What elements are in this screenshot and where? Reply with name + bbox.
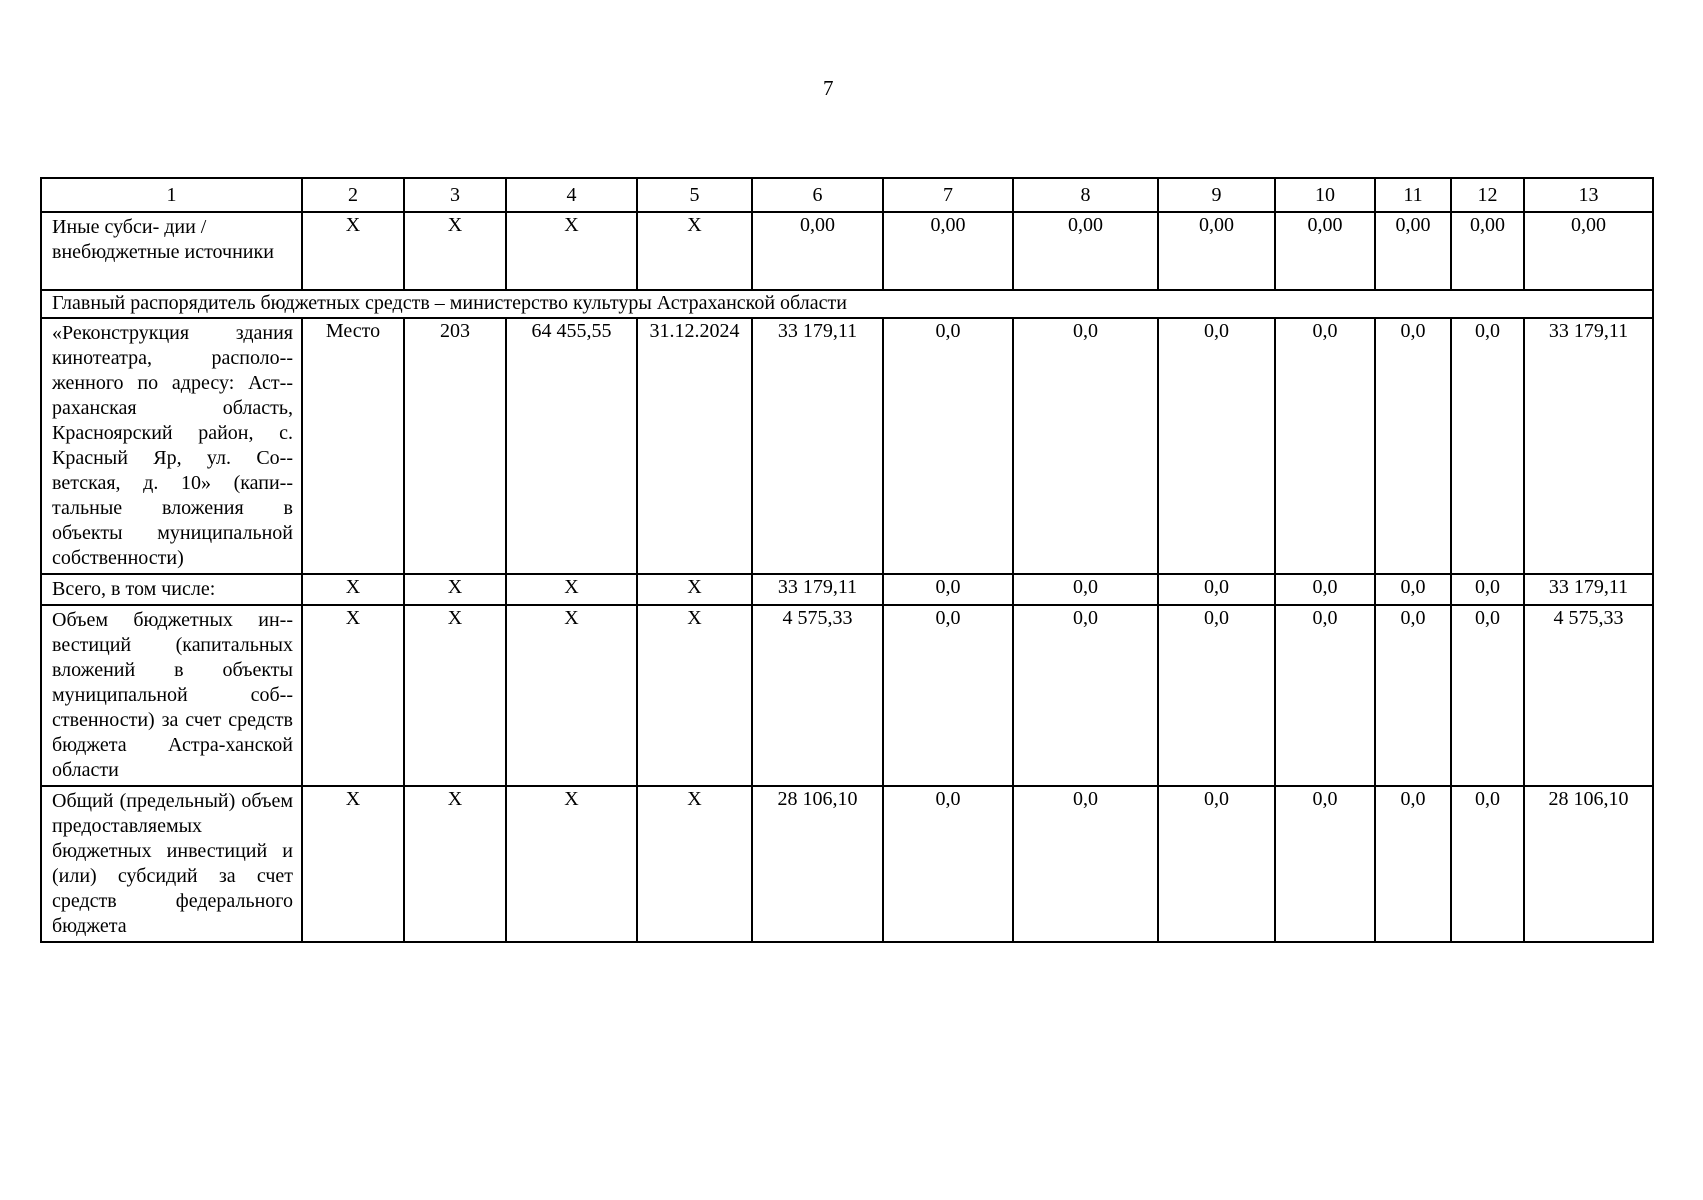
table-cell: 33 179,11 — [752, 574, 883, 605]
table-cell: Х — [302, 574, 404, 605]
budget-table — [40, 177, 1654, 943]
regional-budget-row — [41, 605, 1653, 786]
table-cell: 0,0 — [1013, 574, 1158, 605]
table-cell: 33 179,11 — [1524, 318, 1653, 574]
table-cell: 0,0 — [1375, 605, 1451, 786]
table-cell: 0,00 — [1375, 212, 1451, 290]
regional-label: Объем бюджетных ин-вестиций (капитальных вложений в объекты муниципальной соб-ственности) за счет средств бюджета Астра-ханской области — [41, 605, 302, 786]
col-number: 13 — [1524, 178, 1653, 212]
federal-label: Общий (предельный) объем предоставляемых бюджетных инвестиций и (или) субсидий за счет средств федерального бюджета — [41, 786, 302, 942]
table-cell: 0,0 — [1158, 574, 1275, 605]
col-number: 10 — [1275, 178, 1375, 212]
table-cell: 0,0 — [1158, 786, 1275, 942]
table-cell: Х — [506, 605, 637, 786]
table-cell: 0,0 — [1375, 574, 1451, 605]
table-cell: Х — [506, 212, 637, 290]
table-cell: 0,0 — [1275, 786, 1375, 942]
col-number: 3 — [404, 178, 506, 212]
table-cell: 33 179,11 — [1524, 574, 1653, 605]
table-cell: 0,0 — [1013, 318, 1158, 574]
table-cell: 0,0 — [1158, 318, 1275, 574]
column-number-row — [41, 178, 1653, 212]
table-cell: 0,0 — [1275, 605, 1375, 786]
table-cell: 0,0 — [1451, 605, 1524, 786]
table-cell: 0,0 — [1158, 605, 1275, 786]
col-number: 7 — [883, 178, 1013, 212]
table-cell: Х — [302, 786, 404, 942]
col-number: 6 — [752, 178, 883, 212]
col-number: 2 — [302, 178, 404, 212]
table-cell: Х — [302, 212, 404, 290]
col-number: 12 — [1451, 178, 1524, 212]
table-cell: 0,00 — [1451, 212, 1524, 290]
table-cell: 28 106,10 — [752, 786, 883, 942]
table-cell: 0,00 — [883, 212, 1013, 290]
page-number: 7 — [823, 76, 834, 100]
total-row — [41, 574, 1653, 605]
table-cell: 64 455,55 — [506, 318, 637, 574]
section-title: Главный распорядитель бюджетных средств – министерство культуры Астраханской области — [41, 290, 1653, 318]
table-cell: 0,0 — [883, 318, 1013, 574]
table-cell: Х — [302, 605, 404, 786]
table-cell: 0,0 — [883, 786, 1013, 942]
table-cell: 0,00 — [1158, 212, 1275, 290]
table-cell: 0,0 — [1375, 318, 1451, 574]
table-cell: Х — [637, 605, 752, 786]
federal-budget-row — [41, 786, 1653, 942]
table-cell: 0,0 — [1275, 574, 1375, 605]
section-title-row — [41, 290, 1653, 318]
table-cell: 0,0 — [1375, 786, 1451, 942]
table-cell: 203 — [404, 318, 506, 574]
table-cell: 0,0 — [1451, 786, 1524, 942]
table-cell: 0,0 — [1013, 605, 1158, 786]
col-number: 8 — [1013, 178, 1158, 212]
table-cell: 0,0 — [1451, 574, 1524, 605]
table-cell: Х — [404, 786, 506, 942]
table-cell: Х — [404, 605, 506, 786]
col-number: 1 — [41, 178, 302, 212]
object-row — [41, 318, 1653, 574]
object-label: «Реконструкция здания кинотеатра, располо-женного по адресу: Аст-раханская область, Красноярский район, с. Красный Яр, ул. Со-ветская, д. 10» (капи-тальные вложения в объекты муниципальной собственности) — [41, 318, 302, 574]
table-cell: 0,0 — [883, 574, 1013, 605]
table-cell: 0,0 — [883, 605, 1013, 786]
table-cell: 0,00 — [752, 212, 883, 290]
col-number: 9 — [1158, 178, 1275, 212]
total-label: Всего, в том числе: — [41, 574, 302, 605]
col-number: 4 — [506, 178, 637, 212]
col-number: 5 — [637, 178, 752, 212]
table-cell: Место — [302, 318, 404, 574]
col-number: 11 — [1375, 178, 1451, 212]
table-cell: 0,0 — [1013, 786, 1158, 942]
table-cell: 0,00 — [1275, 212, 1375, 290]
table-cell: 33 179,11 — [752, 318, 883, 574]
table-cell: Х — [506, 574, 637, 605]
table-cell: Х — [637, 786, 752, 942]
table-cell: 0,00 — [1524, 212, 1653, 290]
table-cell: 0,00 — [1013, 212, 1158, 290]
table-cell: Х — [637, 212, 752, 290]
table-cell: 0,0 — [1451, 318, 1524, 574]
table-cell: 28 106,10 — [1524, 786, 1653, 942]
table-cell: 4 575,33 — [1524, 605, 1653, 786]
table-cell: Х — [404, 212, 506, 290]
table-cell: 4 575,33 — [752, 605, 883, 786]
table-cell: 31.12.2024 — [637, 318, 752, 574]
row-label: Иные субси- дии / внебюджетные источники — [41, 212, 302, 290]
table-cell: Х — [506, 786, 637, 942]
table-cell: Х — [637, 574, 752, 605]
other-subsidies-row — [41, 212, 1653, 290]
table-cell: Х — [404, 574, 506, 605]
table-cell: 0,0 — [1275, 318, 1375, 574]
